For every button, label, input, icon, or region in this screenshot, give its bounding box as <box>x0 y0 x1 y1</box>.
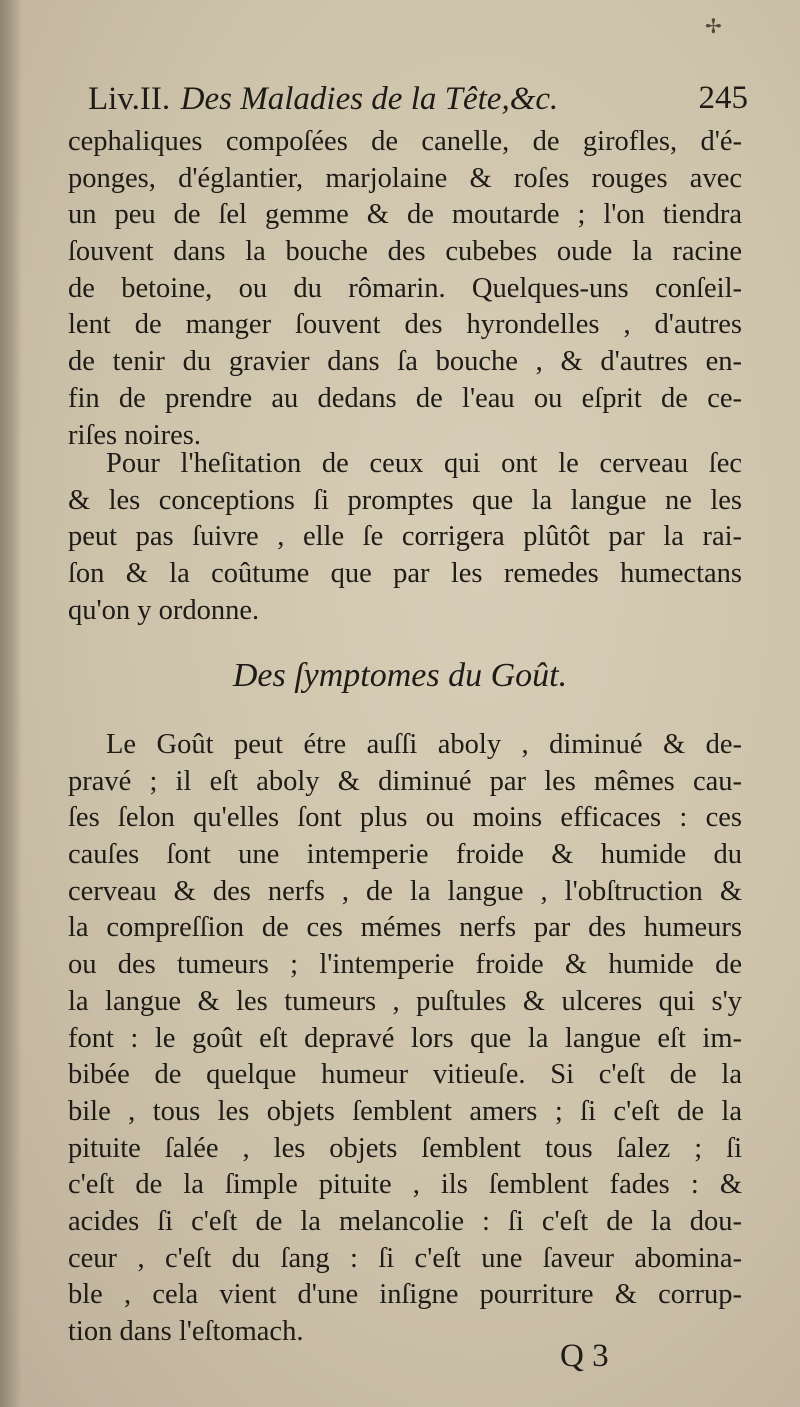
text-line: ſon & la coûtume que par les remedes humectans <box>68 558 742 590</box>
text-line: qu'on y ordonne. <box>68 594 260 626</box>
text-line: de betoine, ou du rômarin. Quelques-uns conſeil- <box>68 272 742 304</box>
text-line: font : le goût eſt depravé lors que la langue eſt im- <box>68 1022 742 1054</box>
text-line: ceur , c'eſt du ſang : ſi c'eſt une ſaveur abomina- <box>68 1242 742 1274</box>
text-line: de tenir du gravier dans ſa bouche , & d'autres en- <box>68 346 742 378</box>
running-title: Des Maladies de la Tête,&c. <box>180 81 559 117</box>
text-line: pravé ; il eſt aboly & diminué par les mêmes cau- <box>68 765 742 797</box>
text-line: lent de manger ſouvent des hyrondelles , d'autres <box>68 309 742 341</box>
text-line: pituite ſalée , les objets ſemblent tous ſalez ; ſi <box>68 1132 742 1164</box>
text-line: ſouvent dans la bouche des cubebes oude la racine <box>68 236 742 268</box>
text-line: riſes noires. <box>68 419 201 451</box>
text-line: la langue & les tumeurs , puſtules & ulceres qui s'y <box>68 985 742 1017</box>
paragraph-continuation <box>68 124 742 454</box>
text-line: la compreſſion de ces mémes nerfs par des humeurs <box>68 912 742 944</box>
text-line: cephaliques compoſées de canelle, de girofles, d'é- <box>68 126 742 157</box>
text-line: ponges, d'églantier, marjolaine & roſes rouges avec <box>68 162 742 194</box>
text-line: c'eſt de la ſimple pituite , ils ſemblent fades : & <box>68 1169 742 1201</box>
book-number: Liv.II. <box>88 81 171 117</box>
text-line: cauſes ſont une intemperie froide & humide du <box>68 839 742 871</box>
text-line: Le Goût peut étre auſſi aboly , diminué & de- <box>106 729 742 760</box>
section-heading: Des ſymptomes du Goût. <box>232 657 568 694</box>
text-line: ſes ſelon qu'elles ſont plus ou moins efficaces : ces <box>68 802 742 834</box>
text-line: cerveau & des nerfs , de la langue , l'obſtruction & <box>68 875 742 907</box>
text-line: peut pas ſuivre , elle ſe corrigera plûtôt par la rai- <box>68 521 742 553</box>
text-line: bile , tous les objets ſemblent amers ; ſi c'eſt de la <box>68 1095 742 1127</box>
text-line: bibée de quelque humeur vitieuſe. Si c'eſt de la <box>68 1059 742 1091</box>
paragraph-taste <box>68 727 742 1351</box>
ink-mark: ✢ <box>705 14 722 38</box>
paragraph-hesitation <box>68 446 742 629</box>
page-number: 245 <box>698 80 748 116</box>
running-head <box>88 76 748 120</box>
text-line: ou des tumeurs ; l'intemperie froide & humide de <box>68 949 742 981</box>
text-line: fin de prendre au dedans de l'eau ou eſprit de ce- <box>68 382 742 414</box>
text-line: tion dans l'eſtomach. <box>68 1316 304 1347</box>
text-line: & les conceptions ſi promptes que la langue ne les <box>68 484 742 516</box>
text-line: ble , cela vient d'une inſigne pourriture & corrup- <box>68 1279 742 1311</box>
page-gutter-shadow <box>0 0 22 1407</box>
text-line: Pour l'heſitation de ceux qui ont le cerveau ſec <box>106 448 742 479</box>
text-line: acides ſi c'eſt de la melancolie : ſi c'eſt de la dou- <box>68 1205 742 1237</box>
text-line: un peu de ſel gemme & de moutarde ; l'on tiendra <box>68 199 742 231</box>
signature-mark: Q 3 <box>560 1338 609 1374</box>
